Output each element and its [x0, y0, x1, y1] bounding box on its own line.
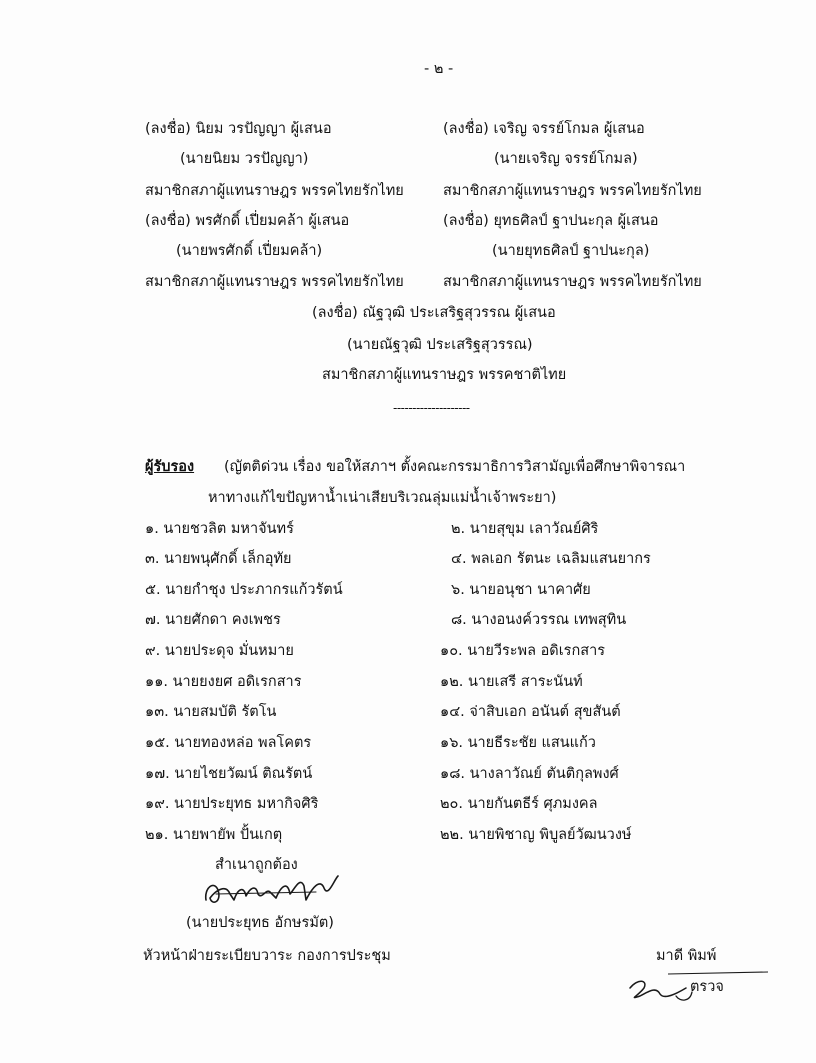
proposer-name: (นายพรศักดิ์ เปี่ยมคล้า) — [176, 243, 323, 259]
checked-label: ตรวจ — [690, 979, 724, 995]
certifier-position: หัวหน้าฝ่ายระเบียบวาระ กองการประชุม — [143, 948, 391, 964]
endorser-item: ๑๓. นายสมบัติ รัตโน — [145, 704, 277, 720]
proposer-role: สมาชิกสภาผู้แทนราษฎร พรรคไทยรักไทย — [443, 183, 702, 199]
proposer-sign: (ลงชื่อ) นิยม วรปัญญา ผู้เสนอ — [145, 121, 332, 137]
endorser-item: ๑๗. นายไชยวัฒน์ ติณรัตน์ — [145, 766, 313, 782]
endorser-item: ๑๘. นางลาวัณย์ ตันติกุลพงศ์ — [440, 766, 619, 782]
subject-line-2: หาทางแก้ไขปัญหาน้ำเน่าเสียบริเวณลุ่มแม่น้ำเจ้าพระยา) — [208, 490, 557, 506]
proposer-name: (นายยุทธศิลป์ ฐาปนะกุล) — [492, 243, 650, 259]
endorsers-heading: ผู้รับรอง — [145, 459, 195, 475]
proposer-sign: (ลงชื่อ) ยุทธศิลป์ ฐาปนะกุล ผู้เสนอ — [443, 213, 659, 229]
endorser-item: ๑๖. นายธีระชัย แสนแก้ว — [440, 735, 596, 751]
endorser-item: ๑๕. นายทองหล่อ พลโคตร — [145, 735, 312, 751]
certifier-name: (นายประยุทธ อักษรมัต) — [186, 915, 334, 931]
endorser-item: ๒๒. นายพิชาญ พิบูลย์วัฒนวงษ์ — [440, 827, 632, 843]
endorser-item: ๕. นายกำชุง ประภากรแก้วรัตน์ — [145, 582, 343, 598]
endorser-item: ๔. พลเอก รัตนะ เฉลิมแสนยากร — [451, 551, 651, 567]
proposer-sign: (ลงชื่อ) ณัฐวุฒิ ประเสริฐสุวรรณ ผู้เสนอ — [312, 305, 556, 321]
proposer-role: สมาชิกสภาผู้แทนราษฎร พรรคไทยรักไทย — [145, 183, 404, 199]
endorser-item: ๘. นางอนงค์วรรณ เทพสุทิน — [451, 612, 627, 628]
endorser-item: ๖. นายอนุชา นาคาศัย — [451, 582, 591, 598]
page-number: - ๒ - — [424, 61, 454, 77]
subject-line-1: (ญัตติด่วน เรื่อง ขอให้สภาฯ ตั้งคณะกรรมาธิการวิสามัญเพื่อศึกษาพิจารณา — [224, 459, 686, 475]
proposer-name: (นายเจริญ จรรย์โกมล) — [494, 151, 638, 167]
endorser-item: ๑๔. จ่าสิบเอก อนันต์ สุขสันต์ — [440, 704, 621, 720]
certified-copy-label: สำเนาถูกต้อง — [215, 857, 298, 873]
proposer-role: สมาชิกสภาผู้แทนราษฎร พรรคชาติไทย — [322, 367, 567, 383]
endorser-item: ๒๑. นายพายัพ ปั้นเกตุ — [145, 827, 283, 843]
proposer-sign: (ลงชื่อ) พรศักดิ์ เปี่ยมคล้า ผู้เสนอ — [145, 213, 350, 229]
separator-line: -------------------- — [393, 401, 470, 415]
proposer-name: (นายณัฐวุฒิ ประเสริฐสุวรรณ) — [347, 337, 533, 353]
endorser-item: ๗. นายศักดา คงเพชร — [145, 612, 281, 628]
endorser-item: ๑๙. นายประยุทธ มหากิจศิริ — [145, 796, 319, 812]
endorser-item: ๑๒. นายเสรี สาระนันท์ — [440, 674, 583, 690]
proposer-role: สมาชิกสภาผู้แทนราษฎร พรรคไทยรักไทย — [145, 274, 404, 290]
handwritten-signature — [196, 870, 346, 912]
endorser-item: ๓. นายพนุศักดิ์ เล็กอุทัย — [145, 551, 292, 567]
endorser-item: ๙. นายประดุจ มั่นหมาย — [145, 643, 294, 659]
endorser-item: ๑๐. นายวีระพล อดิเรกสาร — [440, 643, 606, 659]
proposer-sign: (ลงชื่อ) เจริญ จรรย์โกมล ผู้เสนอ — [443, 121, 645, 137]
typist-note: มาดี พิมพ์ — [656, 948, 717, 964]
endorser-item: ๒. นายสุขุม เลาวัณย์ศิริ — [451, 521, 599, 537]
proposer-name: (นายนิยม วรปัญญา) — [180, 151, 309, 167]
endorser-item: ๑๑. นายยงยศ อดิเรกสาร — [145, 674, 302, 690]
endorser-item: ๑. นายชวลิต มหาจันทร์ — [145, 521, 294, 537]
endorser-item: ๒๐. นายกันตธีร์ ศุภมงคล — [440, 796, 598, 812]
proposer-role: สมาชิกสภาผู้แทนราษฎร พรรคไทยรักไทย — [443, 274, 702, 290]
